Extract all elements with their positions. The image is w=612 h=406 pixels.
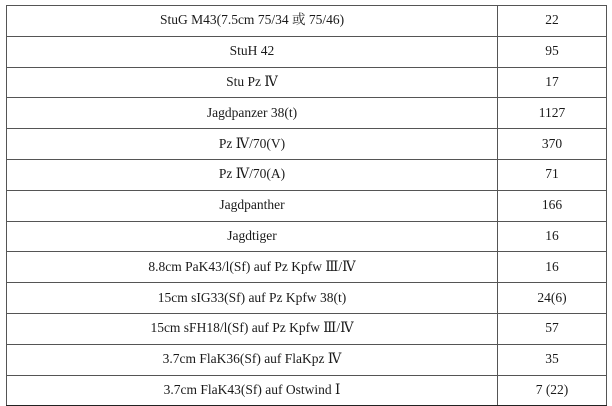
table-row [7,67,607,98]
quantity-cell: 166 [498,190,607,221]
quantity-cell: 370 [498,129,607,160]
vehicle-name-cell: 15cm sIG33(Sf) auf Pz Kpfw 38(t) [7,283,498,314]
quantity-cell: 7 (22) [498,375,607,406]
table-row [7,159,607,190]
quantity-cell: 1127 [498,98,607,129]
quantity-cell: 57 [498,313,607,344]
table-row [7,98,607,129]
vehicle-name-cell: Jagdpanzer 38(t) [7,98,498,129]
table-row [7,313,607,344]
quantity-cell: 16 [498,252,607,283]
table-row [7,6,607,37]
table-row [7,344,607,375]
vehicle-table-container [6,5,606,406]
quantity-cell: 17 [498,67,607,98]
vehicle-name-cell: 15cm sFH18/l(Sf) auf Pz Kpfw Ⅲ/Ⅳ [7,313,498,344]
vehicle-name-cell: Pz Ⅳ/70(V) [7,129,498,160]
table-row [7,190,607,221]
table-body [7,6,607,406]
quantity-cell: 71 [498,159,607,190]
quantity-cell: 24(6) [498,283,607,314]
table-row [7,221,607,252]
quantity-cell: 22 [498,6,607,37]
table-row [7,129,607,160]
vehicle-name-cell: Jagdtiger [7,221,498,252]
quantity-cell: 16 [498,221,607,252]
table-row [7,283,607,314]
table-row [7,36,607,67]
table-row [7,375,607,406]
vehicle-name-cell: Jagdpanther [7,190,498,221]
vehicle-name-cell: 3.7cm FlaK43(Sf) auf Ostwind Ⅰ [7,375,498,406]
vehicle-name-cell: 8.8cm PaK43/l(Sf) auf Pz Kpfw Ⅲ/Ⅳ [7,252,498,283]
vehicle-name-cell: StuH 42 [7,36,498,67]
vehicle-name-cell: Pz Ⅳ/70(A) [7,159,498,190]
quantity-cell: 95 [498,36,607,67]
quantity-cell: 35 [498,344,607,375]
vehicle-name-cell: 3.7cm FlaK36(Sf) auf FlaKpz Ⅳ [7,344,498,375]
table-row [7,252,607,283]
vehicle-name-cell: Stu Pz Ⅳ [7,67,498,98]
vehicle-production-table [6,5,607,406]
vehicle-name-cell: StuG M43(7.5cm 75/34 或 75/46) [7,6,498,37]
